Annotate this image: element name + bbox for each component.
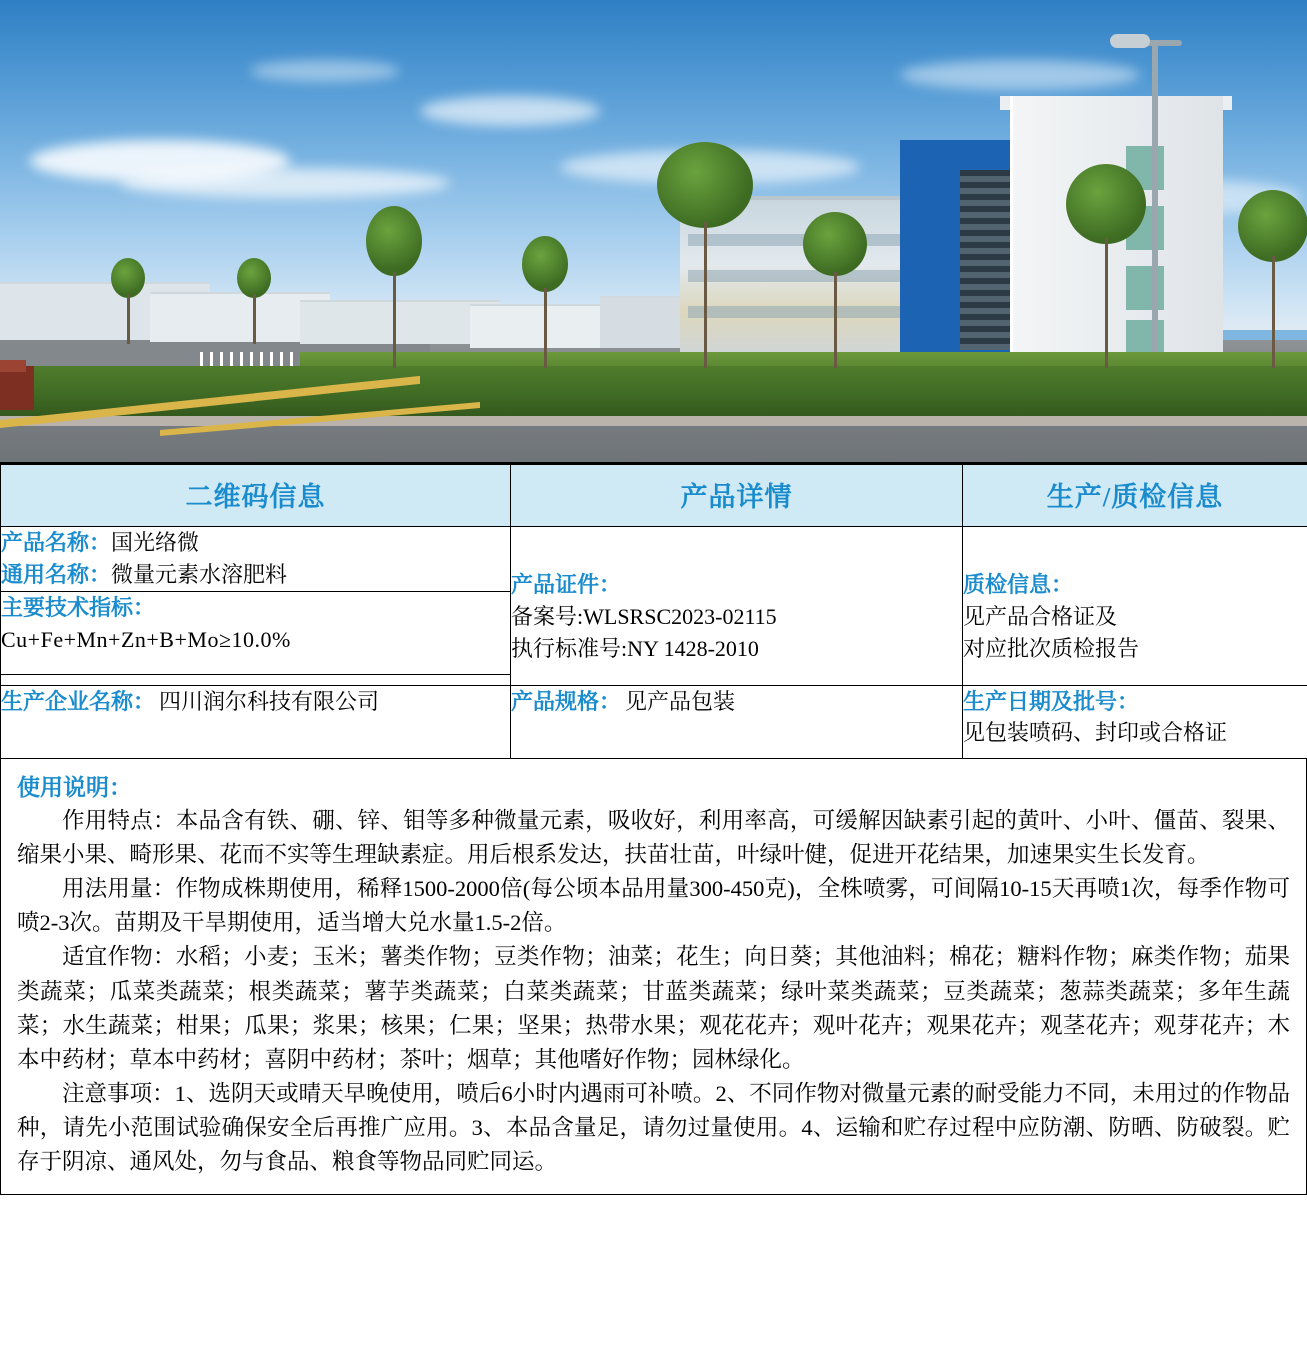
tree (1240, 198, 1306, 368)
usage-instructions-block (0, 759, 1307, 1195)
table-row (1, 527, 1307, 592)
tech-index-value: Cu+Fe+Mn+Zn+B+Mo≥10.0% (1, 626, 291, 652)
qc-label-line (963, 569, 1307, 601)
product-spec-value: 见产品包装 (625, 688, 736, 714)
production-date-value: 见包装喷码、封印或合格证 (963, 720, 1228, 746)
production-date-label: 生产日期及批号： (963, 688, 1140, 714)
street-lamp-head (1110, 34, 1150, 48)
qc-line-2: 对应批次质检报告 (963, 635, 1140, 661)
vehicle-cab (0, 360, 26, 372)
table-header-row (1, 465, 1307, 527)
tree (800, 218, 870, 368)
cell-product-spec (511, 685, 963, 758)
factory-photo-banner (0, 0, 1307, 462)
product-name-value: 国光络微 (111, 530, 200, 555)
manufacturer-value: 四川润尔科技有限公司 (159, 688, 380, 714)
common-name-line (1, 559, 510, 591)
tech-index-label-line (1, 592, 510, 624)
grass-strip (0, 366, 1307, 420)
tree (520, 238, 570, 368)
curb (0, 416, 1307, 426)
instruction-paragraph-features: 作用特点：本品含有铁、硼、锌、钼等多种微量元素，吸收好，利用率高，可缓解因缺素引起的黄叶、小叶、僵苗、裂果、缩果小果、畸形果、花而不实等生理缺素症。用后根系发达，扶苗壮苗，叶绿叶健，促进开花结果，加速果实生长发育。 (17, 807, 1290, 867)
product-name-line (1, 527, 510, 559)
cell-qc-info (963, 527, 1307, 686)
cloud (420, 96, 600, 126)
header-qr-info: 二维码信息 (1, 465, 511, 527)
tree (364, 208, 424, 368)
instruction-paragraph-crops: 适宜作物：水稻；小麦；玉米；薯类作物；豆类作物；油菜；花生；向日葵；其他油料；棉花；糖料作物；麻类作物；茄果类蔬菜；瓜菜类蔬菜；根类蔬菜；薯芋类蔬菜；白菜类蔬菜；甘蓝类蔬菜；绿叶菜类蔬菜；豆类蔬菜；葱蒜类蔬菜；多年生蔬菜；水生蔬菜；柑果；瓜果；浆果；核果；仁果；坚果；热带水果；观花花卉；观叶花卉；观果花卉；观茎花卉；观芽花卉；木本中药材；草本中药材；喜阴中药材；茶叶；烟草；其他嗜好作物；园林绿化。 (17, 944, 1290, 1072)
cell-manufacturer (1, 685, 511, 758)
cell-technical-index (1, 591, 511, 674)
common-name-value: 微量元素水溶肥料 (111, 561, 288, 587)
tree (660, 148, 750, 368)
header-product-details: 产品详情 (511, 465, 963, 527)
product-spec-line (511, 686, 962, 718)
instruction-paragraph-cautions: 注意事项：1、选阴天或晴天早晚使用，喷后6小时内遇雨可补喷。2、不同作物对微量元素的耐受能力不同，未用过的作物品种，请先小范围试验确保安全后再推广应用。3、本品含量足，请勿过量使用。4、运输和贮存过程中应防潮、防晒、防破裂。贮存于阴凉、通风处，勿与食品、粮食等物品同贮同运。 (17, 1081, 1290, 1175)
record-number: 备案号:WLSRSC2023-02115 (511, 603, 777, 629)
dark-louver-panel (960, 170, 1012, 350)
table-row (1, 685, 1307, 758)
vehicle (0, 366, 34, 410)
cell-product-names (1, 527, 511, 592)
header-production-qc: 生产/质检信息 (963, 465, 1307, 527)
qc-label: 质检信息： (963, 572, 1074, 597)
qc-line-1: 见产品合格证及 (963, 603, 1118, 629)
standard-number: 执行标准号:NY 1428-2010 (511, 635, 759, 661)
cell-product-certificate (511, 527, 963, 686)
tree (1068, 168, 1144, 368)
product-spec-label: 产品规格： (511, 688, 622, 714)
manufacturer-label: 生产企业名称： (1, 688, 156, 714)
cloud (120, 168, 450, 198)
manufacturer-line (1, 686, 510, 718)
production-date-label-line (963, 686, 1307, 718)
tree (236, 260, 272, 344)
cert-label-line (511, 569, 962, 601)
tree (110, 260, 146, 344)
cell-production-date (963, 685, 1307, 758)
instruction-paragraph-dosage: 用法用量：作物成株期使用，稀释1500-2000倍(每公顷本品用量300-450克)，全株喷雾，可间隔10-15天再喷1次，每季作物可喷2-3次。苗期及干旱期使用，适当增大兑水量1.5-2倍。 (17, 875, 1290, 936)
certificate-label: 产品证件： (511, 572, 622, 597)
cloud (250, 60, 400, 82)
product-name-label: 产品名称： (1, 530, 112, 555)
common-name-label: 通用名称： (1, 561, 112, 587)
cloud (900, 60, 1140, 90)
info-table (0, 462, 1307, 759)
tech-index-label: 主要技术指标： (1, 594, 156, 620)
usage-instructions-title: 使用说明： (17, 774, 132, 800)
cell-spacer (1, 674, 511, 685)
